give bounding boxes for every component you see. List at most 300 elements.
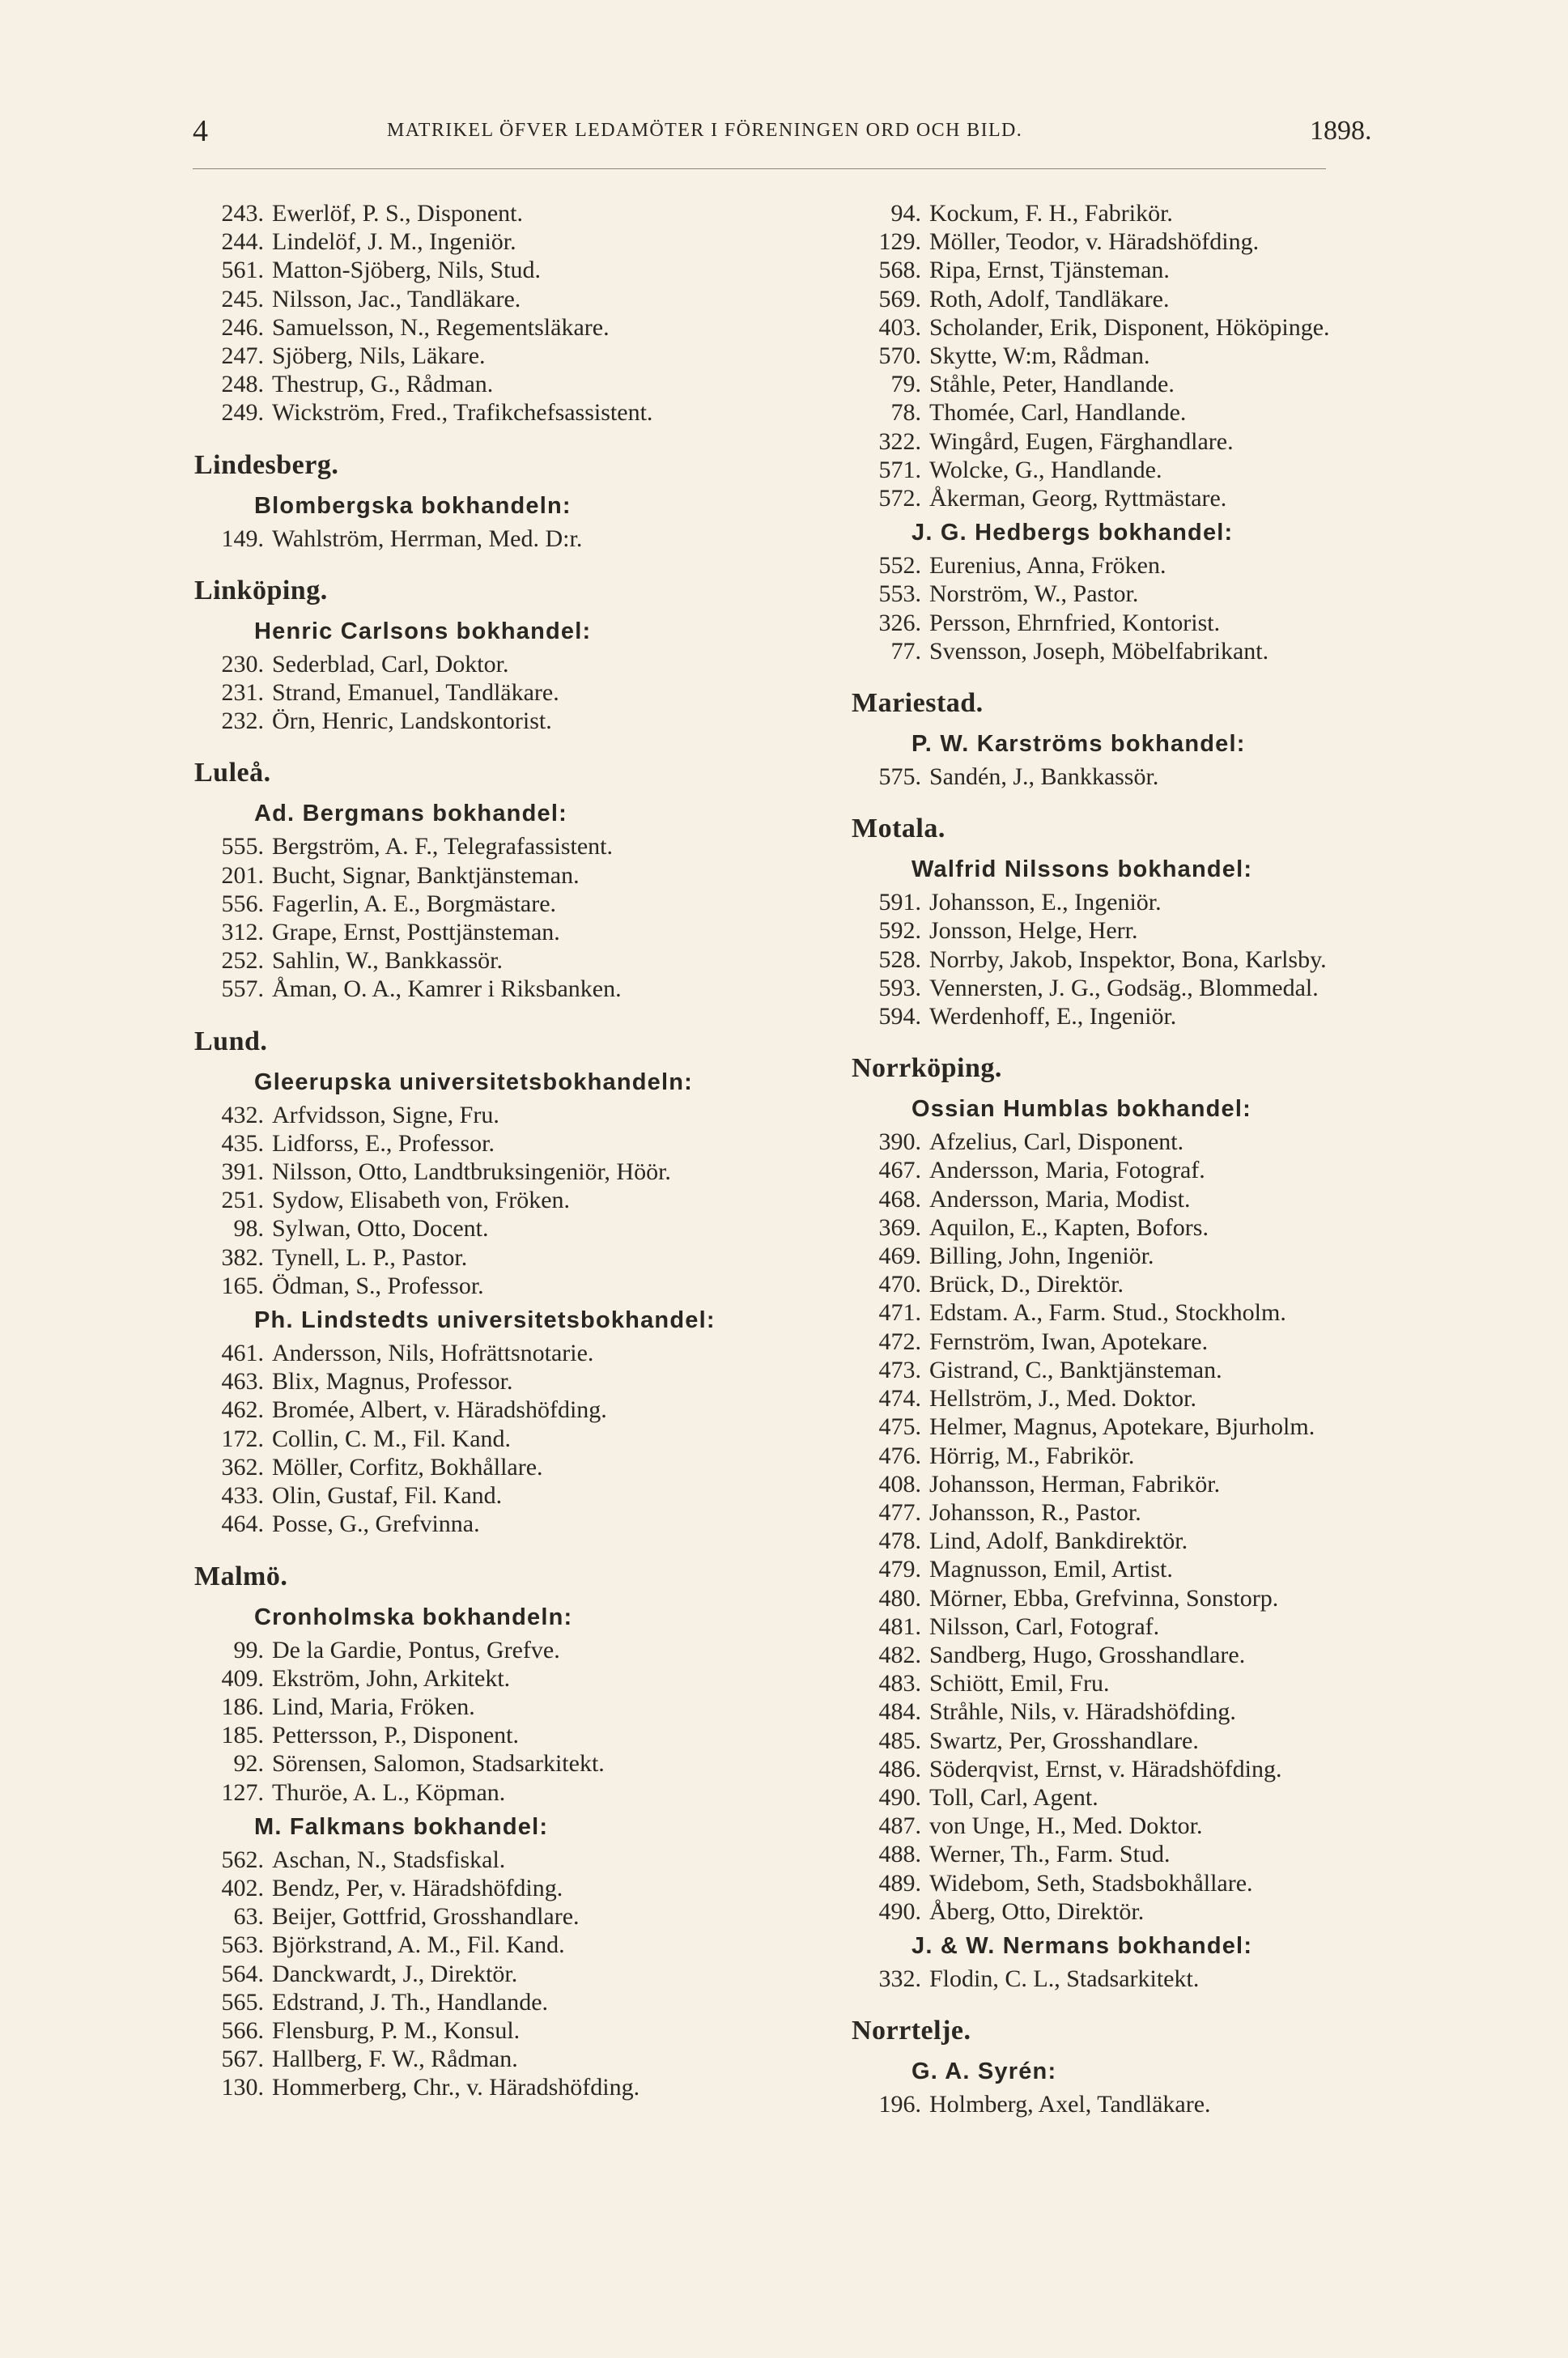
member-name: Lind, Adolf, Bankdirektör. [929,1527,1188,1555]
member-number: 482. [878,1641,921,1668]
member-number: 490. [878,1783,921,1811]
member-number: 390. [878,1128,921,1156]
member-number: 94. [890,200,921,227]
member-entry [852,1669,1499,1697]
city-heading: Linköping. [194,575,328,605]
city-heading: Malmö. [194,1561,288,1591]
member-entry [194,1129,842,1158]
member-entry [194,678,842,707]
member-entry [194,1664,842,1693]
member-name: Svensson, Joseph, Möbelfabrikant. [929,637,1269,665]
member-number: 464. [221,1510,264,1538]
member-name: Åkerman, Georg, Ryttmästare. [929,485,1227,512]
member-number: 77. [890,637,921,665]
member-name: Norström, W., Pastor. [929,580,1139,608]
member-entry [852,1584,1499,1612]
member-number: 432. [221,1101,264,1128]
member-name: De la Gardie, Pontus, Grefve. [272,1636,560,1663]
member-entry [194,1425,842,1453]
member-entry [852,945,1499,974]
member-name: Edstrand, J. Th., Handlande. [272,1988,549,2016]
member-name: Toll, Carl, Agent. [929,1783,1098,1811]
member-entry [852,580,1499,608]
member-number: 408. [878,1470,921,1498]
member-number: 472. [878,1328,921,1355]
member-entry [194,1778,842,1807]
member-number: 487. [878,1812,921,1840]
member-number: 591. [878,889,921,916]
member-entry [852,1002,1499,1030]
member-entry [852,256,1499,284]
member-entry [852,427,1499,456]
member-number: 78. [890,399,921,427]
member-entry [194,918,842,946]
member-number: 557. [221,975,264,1003]
member-number: 99. [233,1636,264,1663]
member-number: 480. [878,1584,921,1612]
member-name: Olin, Gustaf, Fil. Kand. [272,1482,503,1510]
member-entry [194,2045,842,2073]
member-number: 462. [221,1396,264,1424]
member-name: Sahlin, W., Bankkassör. [272,947,504,975]
member-name: Helmer, Magnus, Apotekare, Bjurholm. [929,1413,1315,1441]
member-name: Afzelius, Carl, Disponent. [929,1128,1184,1156]
member-name: Werdenhoff, E., Ingeniör. [929,1003,1177,1030]
member-name: Werner, Th., Farm. Stud. [929,1841,1171,1868]
member-entry [852,1128,1499,1156]
member-entry [852,974,1499,1002]
member-number: 98. [233,1215,264,1243]
member-number: 468. [878,1185,921,1213]
member-number: 186. [221,1693,264,1720]
city-heading: Norrtelje. [852,2016,971,2046]
member-entry [852,1697,1499,1726]
member-number: 483. [878,1670,921,1697]
member-number: 489. [878,1869,921,1897]
member-number: 568. [878,257,921,284]
member-name: Nilsson, Carl, Fotograf. [929,1612,1160,1640]
member-entry [194,946,842,975]
member-number: 528. [878,945,921,973]
member-entry [852,1840,1499,1868]
member-number: 185. [221,1722,264,1749]
member-name: Flensburg, P. M., Konsul. [272,2016,521,2044]
member-entry [194,313,842,342]
member-name: Ödman, S., Professor. [272,1272,484,1299]
member-name: Sandberg, Hugo, Grosshandlare. [929,1641,1246,1668]
member-number: 569. [878,285,921,312]
member-entry [194,1481,842,1510]
member-entry [194,1988,842,2016]
member-name: Fernström, Iwan, Apotekare. [929,1328,1209,1355]
member-number: 566. [221,2016,264,2044]
member-name: Stråhle, Nils, v. Häradshöfding. [929,1698,1236,1726]
member-number: 247. [221,342,264,370]
member-name: Ewerlöf, P. S., Disponent. [272,200,523,227]
member-number: 127. [221,1778,264,1806]
member-number: 553. [878,580,921,608]
member-number: 246. [221,313,264,341]
member-entry [194,285,842,313]
member-entry [852,370,1499,398]
member-name: Wahlström, Herrman, Med. D:r. [272,525,583,552]
member-entry [194,1186,842,1214]
member-number: 565. [221,1988,264,2016]
city-heading: Luleå. [194,758,271,788]
member-name: Aquilon, E., Kapten, Bofors. [929,1213,1209,1241]
member-name: Möller, Teodor, v. Häradshöfding. [929,228,1260,256]
member-number: 251. [221,1187,264,1214]
member-entry [194,832,842,860]
member-entry [852,1442,1499,1470]
member-entry [194,1101,842,1129]
member-number: 477. [878,1498,921,1526]
member-entry [852,609,1499,637]
bookshop-heading: Gleerupska universitetsbokhandeln: [254,1069,693,1095]
running-header [193,113,1372,154]
member-name: Lidforss, E., Professor. [272,1129,495,1157]
member-entry [852,2090,1499,2118]
member-number: 252. [221,947,264,975]
member-name: Norrby, Jakob, Inspektor, Bona, Karlsby. [929,945,1327,973]
member-entry [194,1749,842,1778]
left-column [194,199,842,2102]
member-name: Widebom, Seth, Stadsbokhållare. [929,1869,1253,1897]
bookshop-heading: Ph. Lindstedts universitetsbokhandel: [254,1307,716,1334]
member-name: Lindelöf, J. M., Ingeniör. [272,228,516,256]
member-entry [852,1242,1499,1270]
member-name: Schiött, Emil, Fru. [929,1670,1110,1697]
member-number: 249. [221,399,264,427]
member-number: 490. [878,1897,921,1925]
member-name: Edstam. A., Farm. Stud., Stockholm. [929,1299,1286,1327]
city-heading: Lindesberg. [194,449,339,480]
member-number: 248. [221,371,264,398]
member-entry [852,199,1499,227]
member-name: Persson, Ehrnfried, Kontorist. [929,609,1221,636]
member-entry [194,1214,842,1243]
member-entry [852,1612,1499,1641]
bookshop-heading: J. & W. Nermans bokhandel: [911,1932,1253,1959]
member-entry [194,1339,842,1367]
member-number: 475. [878,1413,921,1441]
member-number: 552. [878,552,921,580]
bookshop-heading: Blombergska bokhandeln: [254,492,572,519]
member-name: Posse, G., Grefvinna. [272,1510,480,1538]
member-number: 332. [878,1965,921,1992]
member-number: 478. [878,1527,921,1555]
member-entry [194,1902,842,1931]
member-entry [194,707,842,735]
member-number: 130. [221,2074,264,2101]
member-entry [194,1846,842,1874]
member-number: 471. [878,1299,921,1327]
member-entry [194,650,842,678]
member-entry [194,398,842,427]
member-name: Holmberg, Axel, Tandläkare. [929,2091,1211,2118]
member-name: Grape, Ernst, Posttjänsteman. [272,919,560,946]
member-number: 362. [221,1453,264,1481]
member-entry [852,1298,1499,1327]
member-entry [194,1396,842,1424]
member-entry [852,313,1499,342]
member-name: Bromée, Albert, v. Häradshöfding. [272,1396,607,1424]
member-entry [194,2016,842,2045]
member-number: 92. [233,1750,264,1778]
member-entry [194,525,842,553]
member-number: 201. [221,861,264,889]
member-name: Roth, Adolf, Tandläkare. [929,285,1170,312]
member-name: Blix, Magnus, Professor. [272,1368,513,1396]
member-name: Danckwardt, J., Direktör. [272,1960,518,1987]
member-entry [852,227,1499,256]
member-entry [194,890,842,918]
page-number: 4 [193,114,208,148]
member-name: Sederblad, Carl, Doktor. [272,650,509,678]
member-entry [852,342,1499,370]
member-number: 479. [878,1556,921,1583]
running-title: MATRIKEL ÖFVER LEDAMÖTER I FÖRENINGEN ORD OCH BILD. [387,120,1023,141]
member-number: 230. [221,650,264,678]
member-name: Thuröe, A. L., Köpman. [272,1778,506,1806]
member-name: Lind, Maria, Fröken. [272,1693,475,1720]
member-name: Magnusson, Emil, Artist. [929,1556,1173,1583]
member-entry [194,199,842,227]
member-name: Flodin, C. L., Stadsarkitekt. [929,1965,1200,1992]
member-entry [852,551,1499,580]
member-entry [852,1897,1499,1926]
member-number: 322. [878,427,921,455]
member-name: Eurenius, Anna, Fröken. [929,552,1166,580]
member-name: Johansson, Herman, Fabrikör. [929,1470,1221,1498]
member-name: Åman, O. A., Kamrer i Riksbanken. [272,975,622,1003]
member-name: Kockum, F. H., Fabrikör. [929,200,1173,227]
member-entry [194,975,842,1003]
member-name: von Unge, H., Med. Doktor. [929,1812,1203,1840]
member-entry [852,1527,1499,1555]
member-name: Andersson, Nils, Hofrättsnotarie. [272,1340,594,1367]
member-number: 461. [221,1340,264,1367]
member-entry [852,1185,1499,1213]
member-name: Sandén, J., Bankkassör. [929,763,1159,791]
member-name: Hallberg, F. W., Rådman. [272,2046,518,2073]
member-number: 409. [221,1664,264,1692]
member-name: Ekström, John, Arkitekt. [272,1664,511,1692]
member-name: Thomée, Carl, Handlande. [929,399,1187,427]
member-name: Möller, Corfitz, Bokhållare. [272,1453,543,1481]
bookshop-heading: M. Falkmans bokhandel: [254,1813,549,1840]
member-entry [852,456,1499,484]
member-entry [852,1270,1499,1298]
member-entry [852,1869,1499,1897]
member-name: Gistrand, C., Banktjänsteman. [929,1356,1222,1383]
member-name: Swartz, Per, Grosshandlare. [929,1727,1199,1754]
member-name: Bucht, Signar, Banktjänsteman. [272,861,580,889]
member-name: Ripa, Ernst, Tjänsteman. [929,257,1170,284]
member-number: 476. [878,1442,921,1469]
member-name: Sydow, Elisabeth von, Fröken. [272,1187,571,1214]
member-entry [194,1158,842,1186]
member-name: Nilsson, Jac., Tandläkare. [272,285,521,312]
member-entry [194,1721,842,1749]
member-name: Billing, John, Ingeniör. [929,1243,1154,1270]
member-number: 562. [221,1846,264,1873]
member-name: Söderqvist, Ernst, v. Häradshöfding. [929,1755,1282,1782]
member-entry [852,1727,1499,1755]
member-number: 391. [221,1158,264,1186]
member-number: 561. [221,257,264,284]
member-number: 470. [878,1271,921,1298]
member-entry [852,637,1499,665]
member-number: 486. [878,1755,921,1782]
member-number: 435. [221,1129,264,1157]
header-rule [193,168,1326,169]
member-entry [194,2073,842,2101]
member-entry [852,1328,1499,1356]
member-number: 244. [221,228,264,256]
member-number: 484. [878,1698,921,1726]
member-name: Pettersson, P., Disponent. [272,1722,520,1749]
member-entry [194,256,842,284]
member-entry [852,1641,1499,1669]
member-number: 433. [221,1482,264,1510]
member-name: Aschan, N., Stadsfiskal. [272,1846,506,1873]
member-name: Sylwan, Otto, Docent. [272,1215,489,1243]
member-number: 556. [221,890,264,917]
member-entry [194,1453,842,1481]
member-number: 245. [221,285,264,312]
member-number: 382. [221,1243,264,1271]
member-entry [852,1156,1499,1184]
member-number: 594. [878,1003,921,1030]
member-number: 149. [221,525,264,552]
bookshop-heading: Ossian Humblas bokhandel: [911,1096,1251,1123]
bookshop-heading: Henric Carlsons bokhandel: [254,618,592,644]
member-entry [852,1470,1499,1498]
member-name: Jonsson, Helge, Herr. [929,917,1138,945]
member-number: 567. [221,2046,264,2073]
member-entry [852,888,1499,916]
member-entry [194,1272,842,1300]
bookshop-heading: Walfrid Nilssons bokhandel: [911,856,1253,883]
member-entry [194,1931,842,1959]
member-number: 564. [221,1960,264,1987]
member-entry [852,285,1499,313]
member-entry [852,1812,1499,1840]
city-heading: Norrköping. [852,1053,1002,1084]
member-name: Collin, C. M., Fil. Kand. [272,1425,512,1452]
member-number: 402. [221,1874,264,1901]
member-number: 575. [878,763,921,791]
member-entry [194,1874,842,1902]
member-name: Beijer, Gottfrid, Grosshandlare. [272,1903,580,1931]
member-entry [852,1555,1499,1583]
member-number: 473. [878,1356,921,1383]
member-name: Samuelsson, N., Regementsläkare. [272,313,610,341]
member-name: Bergström, A. F., Telegrafassistent. [272,833,614,860]
member-name: Thestrup, G., Rådman. [272,371,494,398]
member-number: 79. [890,371,921,398]
member-number: 326. [878,609,921,636]
member-name: Örn, Henric, Landskontorist. [272,707,552,735]
bookshop-heading: P. W. Karströms bokhandel: [911,731,1246,758]
member-entry [194,1960,842,1988]
member-name: Sjöberg, Nils, Läkare. [272,342,486,370]
member-entry [194,370,842,398]
member-name: Matton-Sjöberg, Nils, Stud. [272,257,541,284]
member-number: 172. [221,1425,264,1452]
member-name: Hellström, J., Med. Doktor. [929,1385,1196,1413]
member-name: Brück, D., Direktör. [929,1271,1124,1298]
member-entry [852,1783,1499,1812]
bookshop-heading: G. A. Syrén: [911,2058,1057,2085]
member-name: Scholander, Erik, Disponent, Hököpinge. [929,313,1330,341]
member-number: 571. [878,456,921,483]
member-name: Vennersten, J. G., Godsäg., Blommedal. [929,974,1319,1001]
member-number: 555. [221,833,264,860]
member-entry [852,1384,1499,1413]
member-number: 231. [221,679,264,707]
member-entry [194,1243,842,1272]
member-name: Nilsson, Otto, Landtbruksingeniör, Höör. [272,1158,671,1186]
member-entry [852,1498,1499,1527]
member-number: 593. [878,974,921,1001]
member-number: 63. [233,1903,264,1931]
member-number: 570. [878,342,921,370]
member-entry [194,342,842,370]
bookshop-heading: Cronholmska bokhandeln: [254,1604,573,1630]
city-heading: Mariestad. [852,688,984,719]
member-name: Hommerberg, Chr., v. Häradshöfding. [272,2074,640,2101]
member-number: 403. [878,313,921,341]
member-number: 485. [878,1727,921,1754]
member-number: 232. [221,707,264,735]
member-number: 463. [221,1368,264,1396]
member-name: Björkstrand, A. M., Fil. Kand. [272,1931,565,1959]
member-name: Mörner, Ebba, Grefvinna, Sonstorp. [929,1584,1279,1612]
member-name: Sörensen, Salomon, Stadsarkitekt. [272,1750,605,1778]
member-name: Hörrig, M., Fabrikör. [929,1442,1135,1469]
member-entry [852,484,1499,512]
city-heading: Motala. [852,814,945,844]
member-name: Andersson, Maria, Modist. [929,1185,1191,1213]
member-name: Bendz, Per, v. Häradshöfding. [272,1874,563,1901]
member-entry [852,916,1499,945]
member-number: 469. [878,1243,921,1270]
member-number: 165. [221,1272,264,1299]
member-entry [194,1367,842,1396]
member-number: 129. [878,228,921,256]
member-name: Wingård, Eugen, Färghandlare. [929,427,1234,455]
member-name: Wolcke, G., Handlande. [929,456,1162,483]
member-entry [194,1636,842,1664]
member-name: Skytte, W:m, Rådman. [929,342,1150,370]
member-name: Johansson, E., Ingeniör. [929,889,1162,916]
member-entry [194,1693,842,1721]
member-number: 563. [221,1931,264,1959]
right-column [852,199,1499,2118]
member-name: Fagerlin, A. E., Borgmästare. [272,890,557,917]
member-name: Arfvidsson, Signe, Fru. [272,1101,499,1128]
bookshop-heading: Ad. Bergmans bokhandel: [254,801,567,827]
member-number: 488. [878,1841,921,1868]
member-entry [852,1413,1499,1441]
member-entry [852,1356,1499,1384]
member-number: 243. [221,200,264,227]
member-number: 369. [878,1213,921,1241]
member-entry [852,763,1499,791]
member-name: Wickström, Fred., Trafikchefsassistent. [272,399,653,427]
